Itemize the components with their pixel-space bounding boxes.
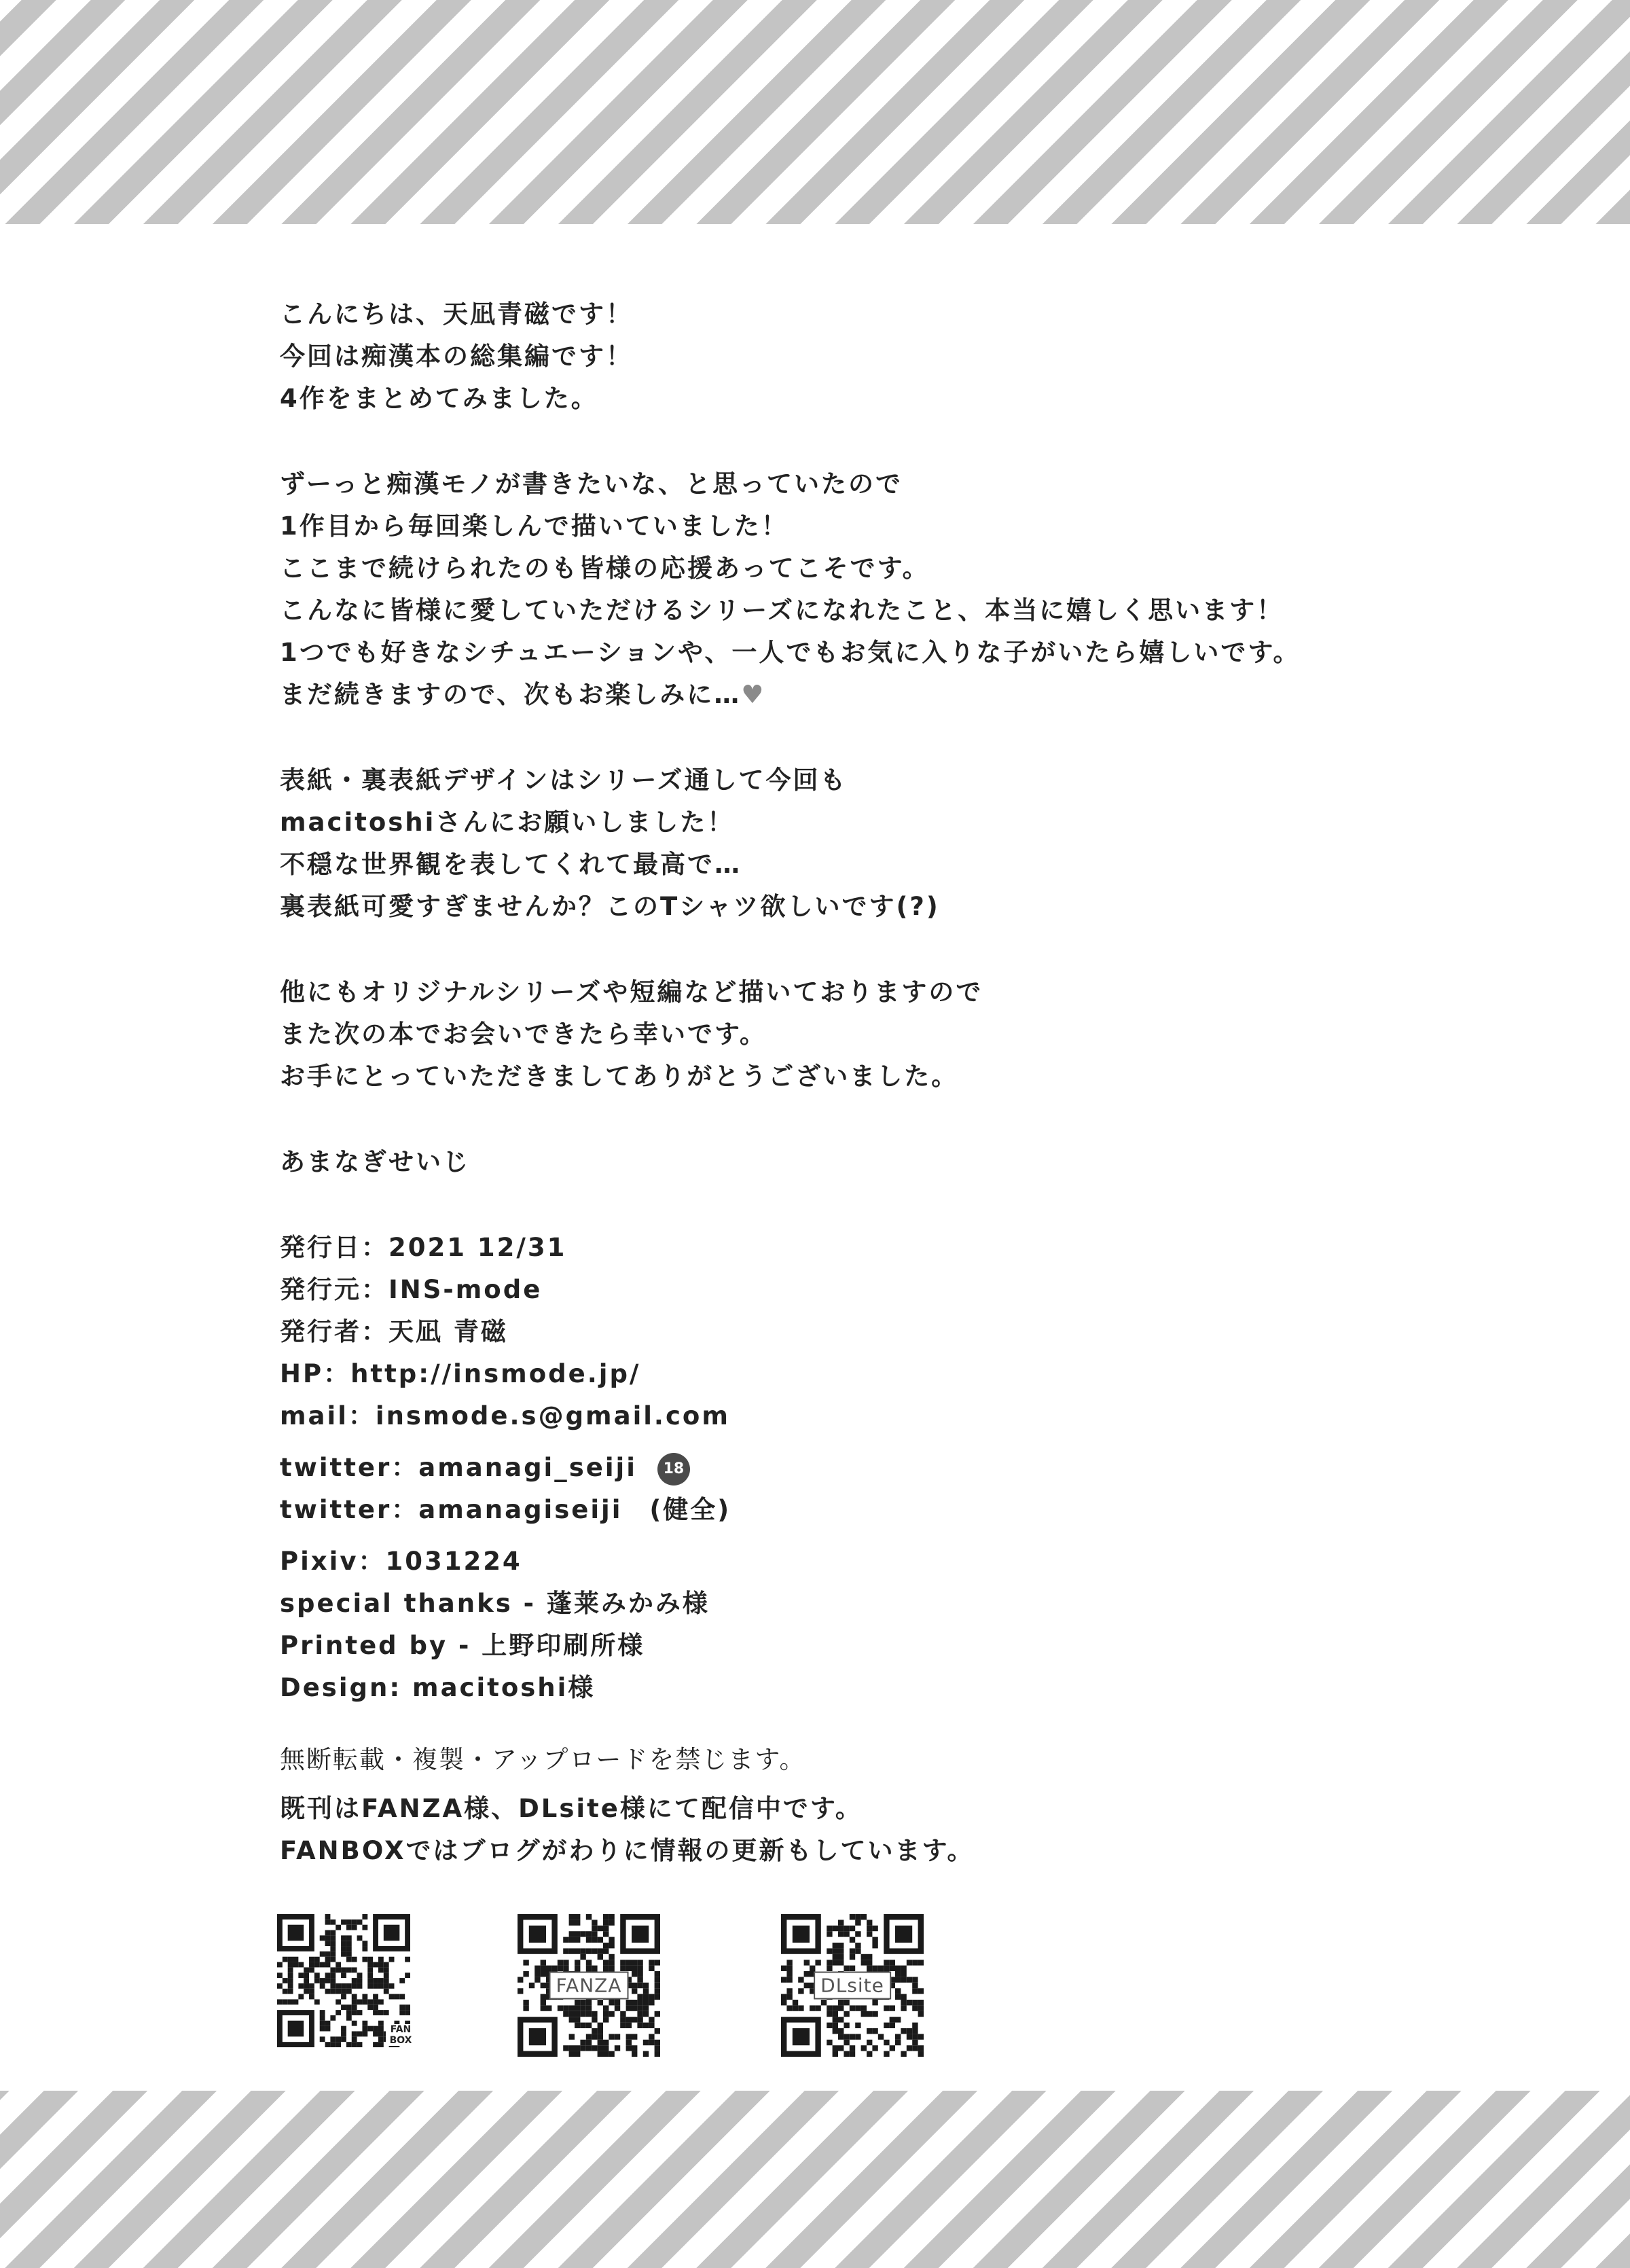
text-line: 他にもオリジナルシリーズや短編など描いておりますので: [280, 977, 983, 1007]
publisher: 発行元：INS-mode: [280, 1275, 543, 1304]
notice-block: [280, 1739, 1570, 1781]
special-thanks: special thanks - 蓬莱みかみ様: [280, 1589, 710, 1618]
info-block: [280, 1788, 1570, 1872]
copyright-notice: 無断転載・複製・アップロードを禁じます。: [280, 1745, 806, 1774]
fanbox-logo-line: FAN: [390, 2024, 412, 2035]
heart-icon: ♥: [741, 680, 766, 709]
twitter-r18-link[interactable]: twitter：amanagi_seiji: [280, 1453, 637, 1482]
publish-date: 発行日：2021 12/31: [280, 1233, 567, 1262]
dlsite-logo-label: DLsite: [814, 1972, 891, 2000]
fanza-logo-label: FANZA: [549, 1972, 629, 2000]
fanbox-logo: [386, 2024, 416, 2046]
afterword-content: [280, 293, 1570, 1872]
top-stripe-band: [0, 0, 1630, 224]
fanbox-qr-code[interactable]: [277, 1914, 420, 2057]
greeting-paragraph: [280, 293, 1570, 420]
text-line: 4作をまとめてみました。: [280, 384, 598, 413]
text-line: ずーっと痴漢モノが書きたいな、と思っていたので: [280, 469, 903, 499]
text-line: お手にとっていただきましてありがとうございました。: [280, 1062, 959, 1091]
text-line: macitoshiさんにお願いしました！: [280, 808, 735, 837]
dlsite-qr-code[interactable]: [781, 1914, 924, 2057]
closing-paragraph: [280, 971, 1570, 1098]
text-line: 1つでも好きなシチュエーションや、一人でもお気に入りな子がいたら嬉しいです。: [280, 638, 1301, 667]
printer-credit: Printed by - 上野印刷所様: [280, 1631, 645, 1660]
text-line: こんにちは、天凪青磁です！: [280, 300, 633, 329]
pixiv-id: Pixiv：1031224: [280, 1547, 522, 1576]
colophon: [280, 1227, 1570, 1709]
text-line: また次の本でお会いできたら幸いです。: [280, 1020, 767, 1049]
homepage-link[interactable]: HP：http://insmode.jp/: [280, 1359, 641, 1388]
text-line: 不穏な世界観を表してくれて最高で…: [280, 850, 742, 879]
twitter-r18-row: [280, 1447, 1570, 1489]
bottom-stripe-band: [0, 2091, 1630, 2268]
info-line: 既刊はFANZA様、DLsite様にて配信中です。: [280, 1794, 863, 1823]
design-credit: Design: macitoshi様: [280, 1673, 596, 1702]
fanbox-logo-line: BOX: [389, 2035, 412, 2046]
twitter-safe-link[interactable]: twitter：amanagiseiji (健全): [280, 1495, 731, 1524]
text-line-with-heart: [280, 674, 1570, 716]
text-line: こんなに皆様に愛していただけるシリーズになれたこと、本当に嬉しく思います！: [280, 596, 1284, 625]
info-line: FANBOXではブログがわりに情報の更新もしています。: [280, 1836, 975, 1865]
fanza-qr-code[interactable]: [518, 1914, 660, 2057]
text-line: ここまで続けられたのも皆様の応援あってこそです。: [280, 554, 930, 583]
text-line: 表紙・裏表紙デザインはシリーズ通して今回も: [280, 766, 848, 795]
email-link[interactable]: mail：insmode.s@gmail.com: [280, 1401, 730, 1430]
text-line: 裏表紙可愛すぎませんか？このTシャツ欲しいです(?): [280, 892, 940, 921]
text-line: 今回は痴漢本の総集編です！: [280, 342, 633, 371]
author-signature: あまなぎせいじ: [280, 1147, 470, 1176]
series-paragraph: [280, 463, 1570, 716]
text-line: まだ続きますので、次もお楽しみに…: [280, 680, 742, 709]
text-line: 1作目から毎回楽しんで描いていました！: [280, 511, 789, 541]
design-paragraph: [280, 759, 1570, 928]
r18-badge-icon: 18: [657, 1453, 690, 1486]
issuer: 発行者：天凪 青磁: [280, 1317, 508, 1346]
signature-block: [280, 1141, 1570, 1183]
